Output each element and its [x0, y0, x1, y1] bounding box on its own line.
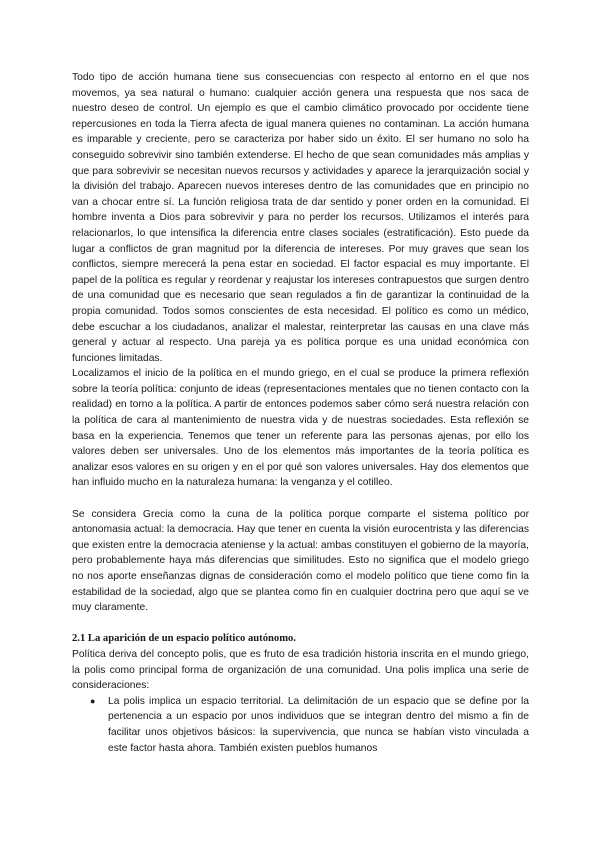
paragraph-polis-definition: Política deriva del concepto polis, que es fruto de esa tradición historia inscrita en el mundo griego, la polis como principal forma de organización de una comunidad. Una polis implica una serie de consideraciones:: [72, 648, 529, 692]
paragraph-human-action: Todo tipo de acción humana tiene sus consecuencias con respecto al entorno en el que nos movemos, ya sea natural o humano: cualquier acción genera una respuesta que nos saca de nuestro deseo de control. Un ejemplo es que el cambio climático provocado por occidente tiene repercusiones en toda la Tierra afecta de igual manera quienes no contaminan. La acción humana es imparable y creciente, pero se caracteriza por haber sido un éxito. El ser humano no solo ha conseguido sobrevivir sino también extenderse. El hecho de que sean comunidades más amplias y que para sobrevivir se necesitan nuevos recursos y actividades y aparece la jerarquización social y la división del trabajo. Aparecen nuevos intereses dentro de las comunidades que en principio no van a chocar entre sí. La función religiosa trata de dar sentido y poner orden en la comunidad. El hombre inventa a Dios para sobrevivir y para no perder los recursos. Utilizamos el interés para relacionarlos, lo que intensifica la diferencia entre clases sociales (estratificación). Esto puede da lugar a conflictos de gran magnitud por la diferencia de intereses. Por muy graves que sean los conflictos, siempre merecerá la pena estar en sociedad. El factor espacial es muy importante. El papel de la política es regular y reordenar y reajustar los intereses contrapuestos que surgen dentro de una comunidad que es necesario que sean regulados a fin de garantizar la continuidad de la propia comunidad. Todos somos conscientes de esta necesidad. El político es como un médico, debe escuchar a los ciudadanos, analizar el malestar, reinterpretar las causas en una clave más general y actuar al respecto. Una pareja ya es política porque es una unidad económica con funciones limitadas.: [72, 72, 529, 364]
bullet-list: [72, 694, 529, 756]
list-item-text: La polis implica un espacio territorial. La delimitación de un espacio que se define por la pertenencia a un espacio por unos individuos que se integran dentro del mismo a fin de facilitar unos objetivos básicos: la supervivencia, que nunca se habían visto vinculada a este factor hasta ahora. También existen pueblos humanos: [108, 695, 529, 754]
bullet-icon: ●: [90, 695, 96, 706]
document-page: [72, 70, 529, 756]
paragraph-political-theory: Localizamos el inicio de la política en el mundo griego, en el cual se produce la primera reflexión sobre la teoría política: conjunto de ideas (representaciones mentales que no tienen contacto con la realidad) en torno a la política. A partir de entonces podemos saber cómo será nuestra relación con la política de cara al mantenimiento de nuestra vida y de nuestras sociedades. Esta reflexión se basa en la experiencia. Tenemos que tener un referente para las personas ajenas, por ello los valores deben ser universales. Uno de los elementos más importantes de la teoría política es analizar esos valores en su origen y en el por qué son valores universales. Hay dos elementos que han influido mucho en la naturaleza humana: la venganza y el cotilleo.: [72, 368, 529, 489]
section-heading: 2.1 La aparición de un espacio político autónomo.: [72, 633, 296, 645]
list-item: [72, 694, 529, 756]
paragraph-greece-democracy: Se considera Grecia como la cuna de la política porque comparte el sistema político por antonomasia actual: la democracia. Hay que tener en cuenta la visión eurocentrista y las diferencias que existen entre la democracia ateniense y la actual: ambas constituyen el gobierno de la mayoría, pero probablemente haya más diferencias que similitudes. Esto no significa que el modelo griego no nos aporte enseñanzas dignas de consideración como el modelo político que tiene como fin la estabilidad de la sociedad, algo que se plantea como fin en cualquier doctrina pero que aquí se ve muy claramente.: [72, 508, 529, 614]
